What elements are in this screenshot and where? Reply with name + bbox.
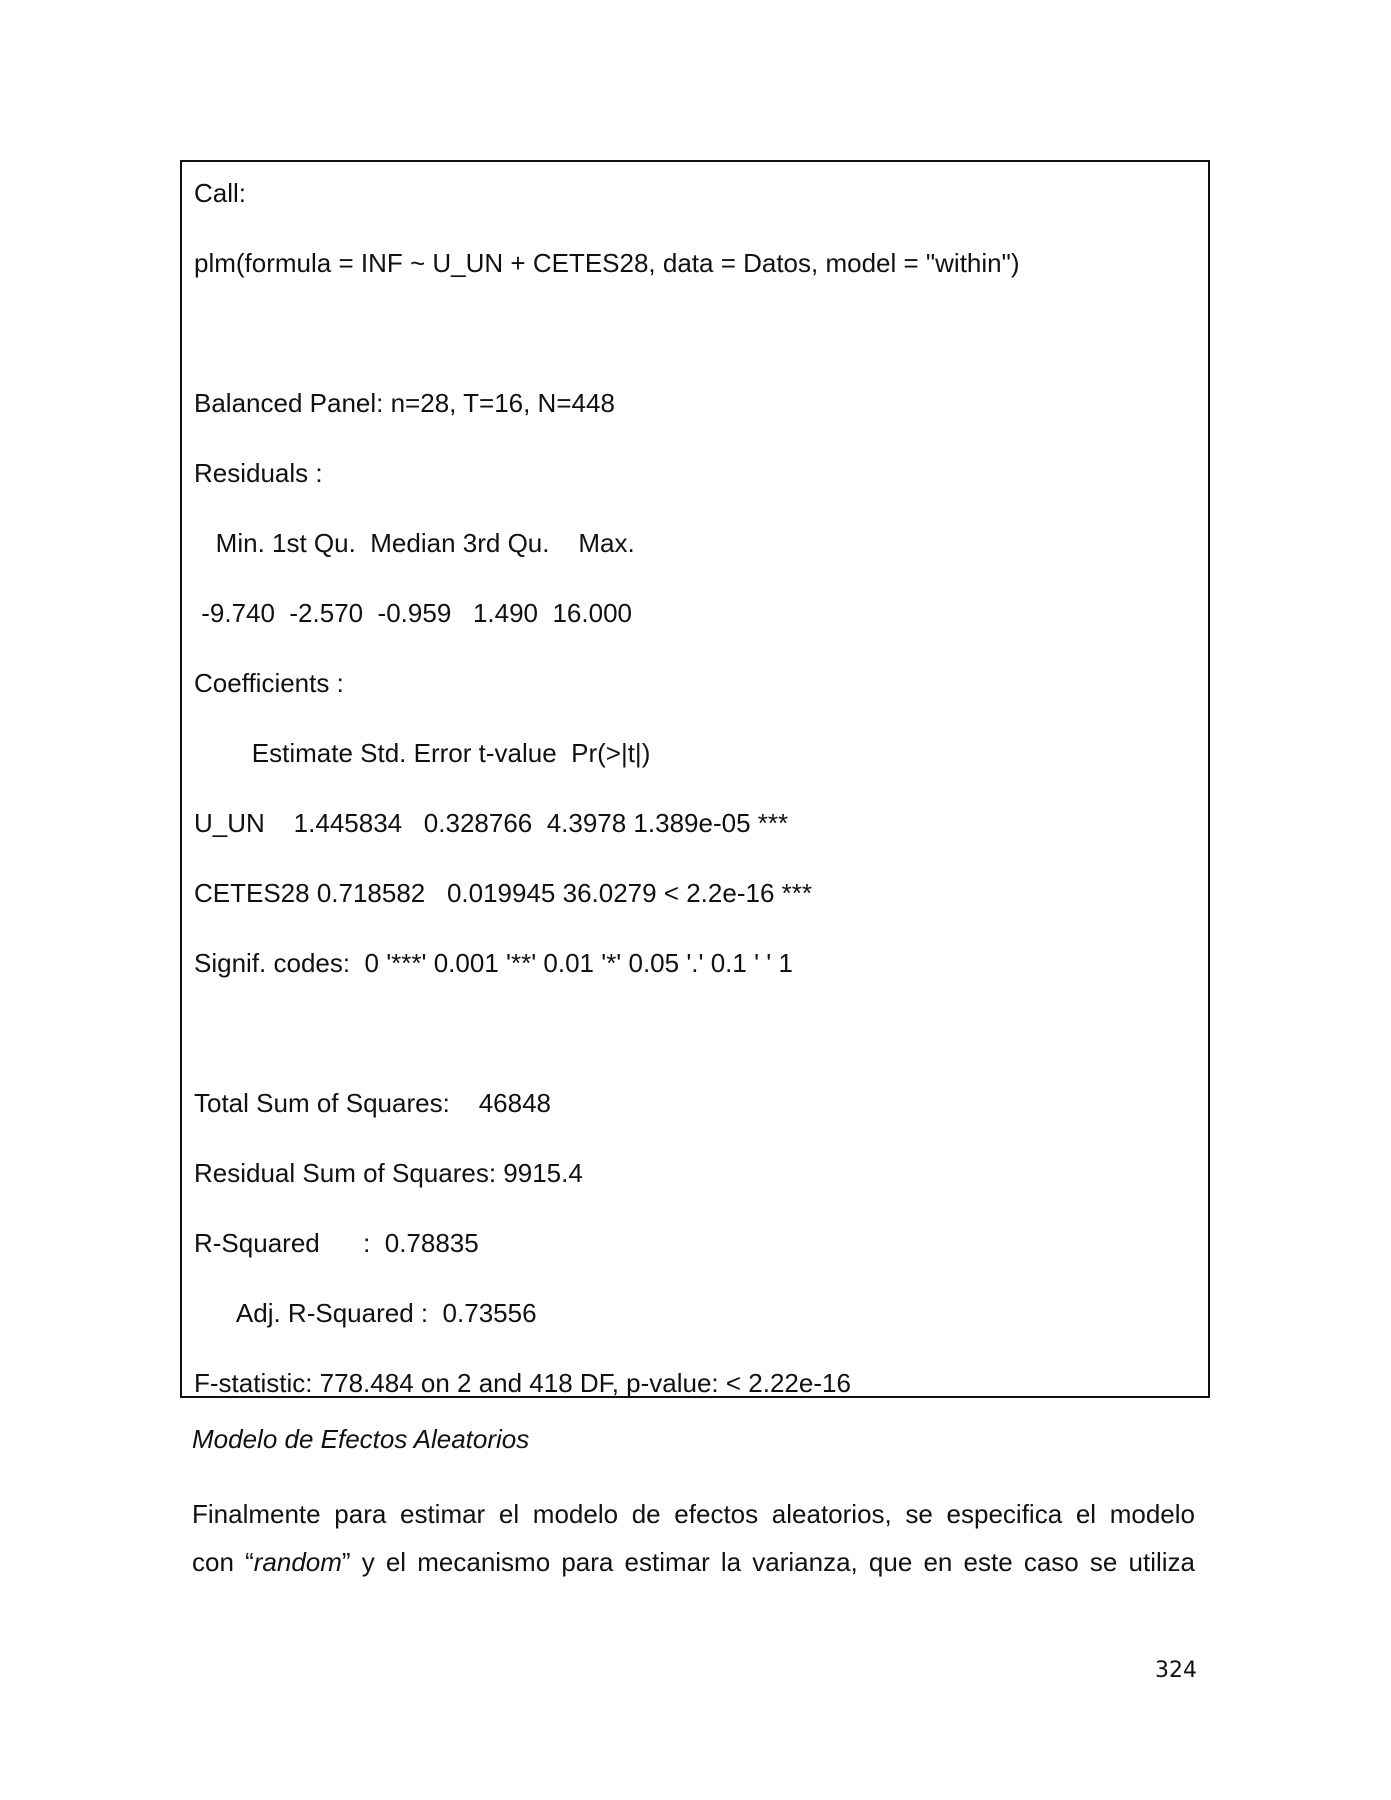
panel-line: Balanced Panel: n=28, T=16, N=448 — [194, 388, 615, 418]
coefficient-row-u-un: U_UN 1.445834 0.328766 4.3978 1.389e-05 *** — [194, 808, 789, 838]
r-output-box — [180, 160, 1210, 1398]
adj-r-squared: Adj. R-Squared : 0.73556 — [194, 1298, 537, 1328]
page-number: 324 — [1155, 1658, 1197, 1683]
residuals-header: Min. 1st Qu. Median 3rd Qu. Max. — [194, 528, 635, 558]
paragraph-line-2-prefix: con “ — [192, 1547, 254, 1577]
residuals-label: Residuals : — [194, 458, 323, 488]
r-squared: R-Squared : 0.78835 — [194, 1228, 479, 1258]
paragraph-line-2 — [192, 1538, 1195, 1586]
call-label: Call: — [194, 178, 247, 208]
f-statistic: F-statistic: 778.484 on 2 and 418 DF, p-value: < 2.22e-16 — [194, 1368, 851, 1398]
paragraph-italic-random: random — [253, 1547, 342, 1577]
signif-codes: Signif. codes: 0 '***' 0.001 '**' 0.01 '*' 0.05 '.' 0.1 ' ' 1 — [194, 948, 793, 978]
paragraph-line-2-suffix: ” y el mecanismo para estimar la varianza, que en este caso se utiliza — [341, 1547, 1195, 1577]
coefficients-header: Estimate Std. Error t-value Pr(>|t|) — [194, 738, 651, 768]
residual-sum-of-squares: Residual Sum of Squares: 9915.4 — [194, 1158, 583, 1188]
total-sum-of-squares: Total Sum of Squares: 46848 — [194, 1088, 551, 1118]
residuals-values: -9.740 -2.570 -0.959 1.490 16.000 — [194, 598, 632, 628]
section-heading: Modelo de Efectos Aleatorios — [192, 1424, 530, 1454]
paragraph-line-1: Finalmente para estimar el modelo de efectos aleatorios, se especifica el modelo — [192, 1499, 1195, 1529]
coefficient-row-cetes28: CETES28 0.718582 0.019945 36.0279 < 2.2e-16 *** — [194, 878, 812, 908]
formula-line: plm(formula = INF ~ U_UN + CETES28, data = Datos, model = "within") — [194, 248, 1020, 278]
body-paragraph — [192, 1490, 1195, 1586]
coefficients-label: Coefficients : — [194, 668, 344, 698]
